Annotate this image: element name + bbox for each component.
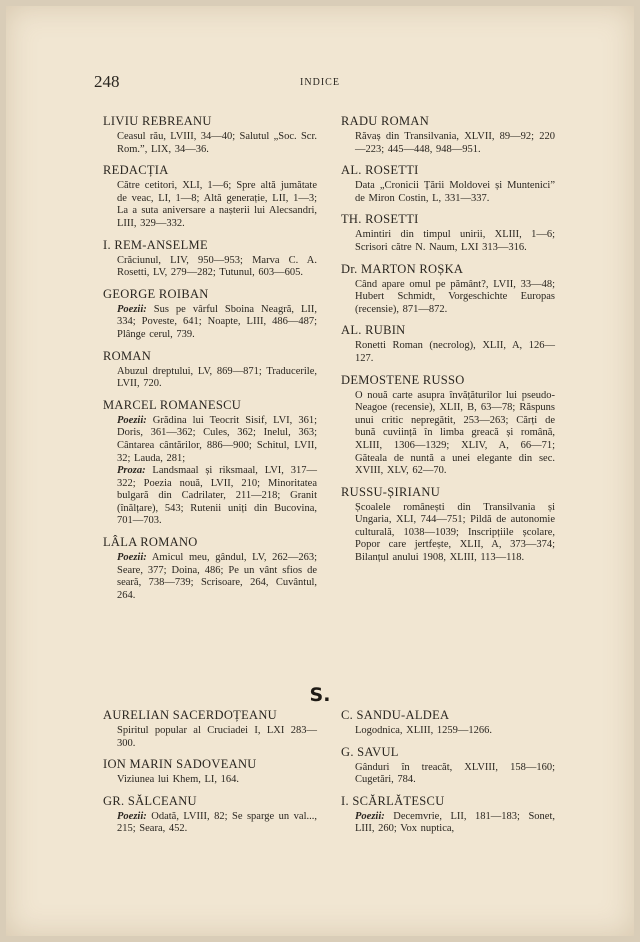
author-name: DEMOSTENE RUSSO [341, 372, 465, 387]
author-name: MARCEL ROMANESCU [103, 397, 242, 412]
entry-text [355, 279, 555, 317]
works-list: Spiritul popular al Cruciadei I, LXI 283—300. [117, 725, 317, 749]
genre-label: Poezii: [117, 414, 147, 426]
author-name: GEORGE ROIBAN [103, 286, 209, 301]
works-list: Odată, LVIII, 82; Se sparge un val..., 215; Seara, 452. [117, 810, 317, 835]
works-list: Școalele românești din Transilvania și Ungaria, XLI, 744—751; Pildă de autonomie culturală, 1038—1039; Inscripțiile școlare, Popor care jertfește, XLII, A, 373—374; Bilanțul anului 1908, XLIII, 113—118. [355, 501, 555, 564]
lower-left-column [103, 708, 317, 843]
works-list: Ronetti Roman (necrolog), XLII, A, 126—127. [355, 340, 555, 364]
author-name: LIVIU REBREANU [103, 114, 212, 128]
works-list: Ceasul rău, LVIII, 34—40; Salutul „Soc. Scr. Rom.”, LIX, 34—36. [117, 131, 317, 155]
author-name: ION MARIN SADOVEANU [103, 757, 257, 772]
works-list: Gânduri în treacăt, XLVIII, 158—160; Cugetări, 784. [355, 761, 555, 786]
works-list: Logodnica, XLIII, 1259—1266. [355, 725, 493, 736]
entry-text [355, 502, 555, 565]
author-name: LÂLA ROMANO [103, 535, 198, 550]
running-title: INDICE [300, 77, 340, 88]
author-name: Dr. MARTON ROȘKA [341, 261, 464, 276]
works-list: Decemvrie, LII, 181—183; Sonet, LIII, 260; Vox nuptica, [355, 810, 556, 835]
author-name: RADU ROMAN [341, 114, 430, 128]
upper-left-column [103, 114, 317, 609]
genre-label: Proza: [117, 465, 146, 477]
entry-text [355, 340, 555, 365]
genre-label: Poezii: [117, 810, 147, 822]
author-name: C. SANDU-ALDEA [341, 708, 450, 722]
entry-text [117, 415, 317, 528]
works-list: Landsmaal și riksmaal, LVI, 317—322; Poezia nouă, LVII, 210; Minoritatea bulgară din Cadrilater, 211—218; Granit (înălțare), 543; Rutenii uniți din Bucovina, 701—703. [117, 465, 317, 527]
entry-text [117, 774, 317, 787]
entry-text [355, 131, 555, 156]
works-list: Sus pe vârful Sboina Neagră, LII, 334; Poveste, 641; Noapte, LIII, 486—487; Plânge cerul, 739. [117, 303, 318, 340]
author-name: AL. ROSETTI [341, 163, 419, 178]
author-name: ROMAN [103, 348, 152, 363]
entry-text [117, 180, 317, 230]
works-list: Grădina lui Teocrit Sisif, LVI, 361; Doris, 361—362; Cules, 362; Inelul, 363; Cântarea cântărilor, 886—900; Schitul, LVII, 32; Lauda, 281; [117, 414, 318, 464]
entry-text [355, 811, 555, 836]
author-name: AURELIAN SACERDOȚEANU [103, 708, 277, 722]
section-letter: S. [309, 684, 331, 706]
author-name: G. SAVUL [341, 744, 399, 759]
works-list: Amicul meu, gândul, LV, 262—263; Seare, 377; Doina, 486; Pe un vânt sfios de seară, 738—739; Scrisoare, 264, Cuvântul, 264. [117, 552, 317, 601]
entry-text [117, 552, 317, 602]
genre-label: Poezii: [355, 810, 385, 822]
author-name: I. SCĂRLĂTESCU [341, 793, 445, 808]
works-list: Către cetitori, XLI, 1—6; Spre altă jumătate de veac, LI, 1—8; Altă generație, LII, 1—3; La a suta aniversare a nașterii lui Alecsandri, LIII, 329—332. [117, 180, 317, 229]
author-name: GR. SĂLCEANU [103, 793, 197, 808]
entry-text [117, 811, 317, 836]
works-list: Când apare omul pe pământ?, LVII, 33—48; Hubert Schmidt, Vorgeschichte Europas (recensie), 871—872. [355, 278, 555, 315]
entry-text [355, 725, 555, 738]
entry-text [117, 366, 317, 391]
lower-right-column [341, 708, 555, 843]
entry-text [117, 304, 317, 342]
works-list: O nouă carte asupra învățăturilor lui pseudo-Neagoe (recensie), XLII, B, 63—78; Răspuns unui critic nepregătit, 253—263; Cărți de bună cuviință în limba greacă și română, XLIII, 1306—1329; XLIV, A, 66—71; Găteala de nuntă a unei elegante din sec. XVIII, XLV, 62—70. [355, 389, 555, 477]
author-name: I. REM-ANSELME [103, 237, 208, 252]
entry-text [117, 255, 317, 280]
genre-label: Poezii: [117, 303, 147, 315]
works-list: Amintiri din timpul unirii, XLIII, 1—6; Scrisori către N. Naum, LXI 313—316. [355, 229, 555, 253]
author-name: RUSSU-ȘIRIANU [341, 484, 441, 499]
author-name: AL. RUBIN [341, 323, 406, 338]
entry-text [355, 229, 555, 254]
entry-text [355, 390, 555, 478]
genre-label: Poezii: [117, 552, 147, 564]
works-list: Viziunea lui Khem, LI, 164. [117, 774, 240, 786]
entry-text [117, 725, 317, 750]
works-list: Abuzul dreptului, LV, 869—871; Traducerile, LVII, 720. [117, 365, 317, 390]
entry-text [117, 131, 317, 156]
page-number: 248 [94, 72, 120, 91]
entry-text [355, 762, 555, 787]
upper-right-column [341, 114, 555, 572]
author-name: TH. ROSETTI [341, 212, 419, 227]
entry-text [355, 180, 555, 205]
works-list: Data „Cronicii Țării Moldovei și Muntenici” de Miron Costin, L, 331—337. [355, 180, 555, 204]
author-name: REDACȚIA [103, 163, 169, 178]
works-list: Crăciunul, LIV, 950—953; Marva C. A. Rosetti, LV, 279—282; Tutunul, 603—605. [117, 254, 317, 279]
works-list: Răvaș din Transilvania, XLVII, 89—92; 220—223; 445—448, 948—951. [355, 131, 555, 155]
